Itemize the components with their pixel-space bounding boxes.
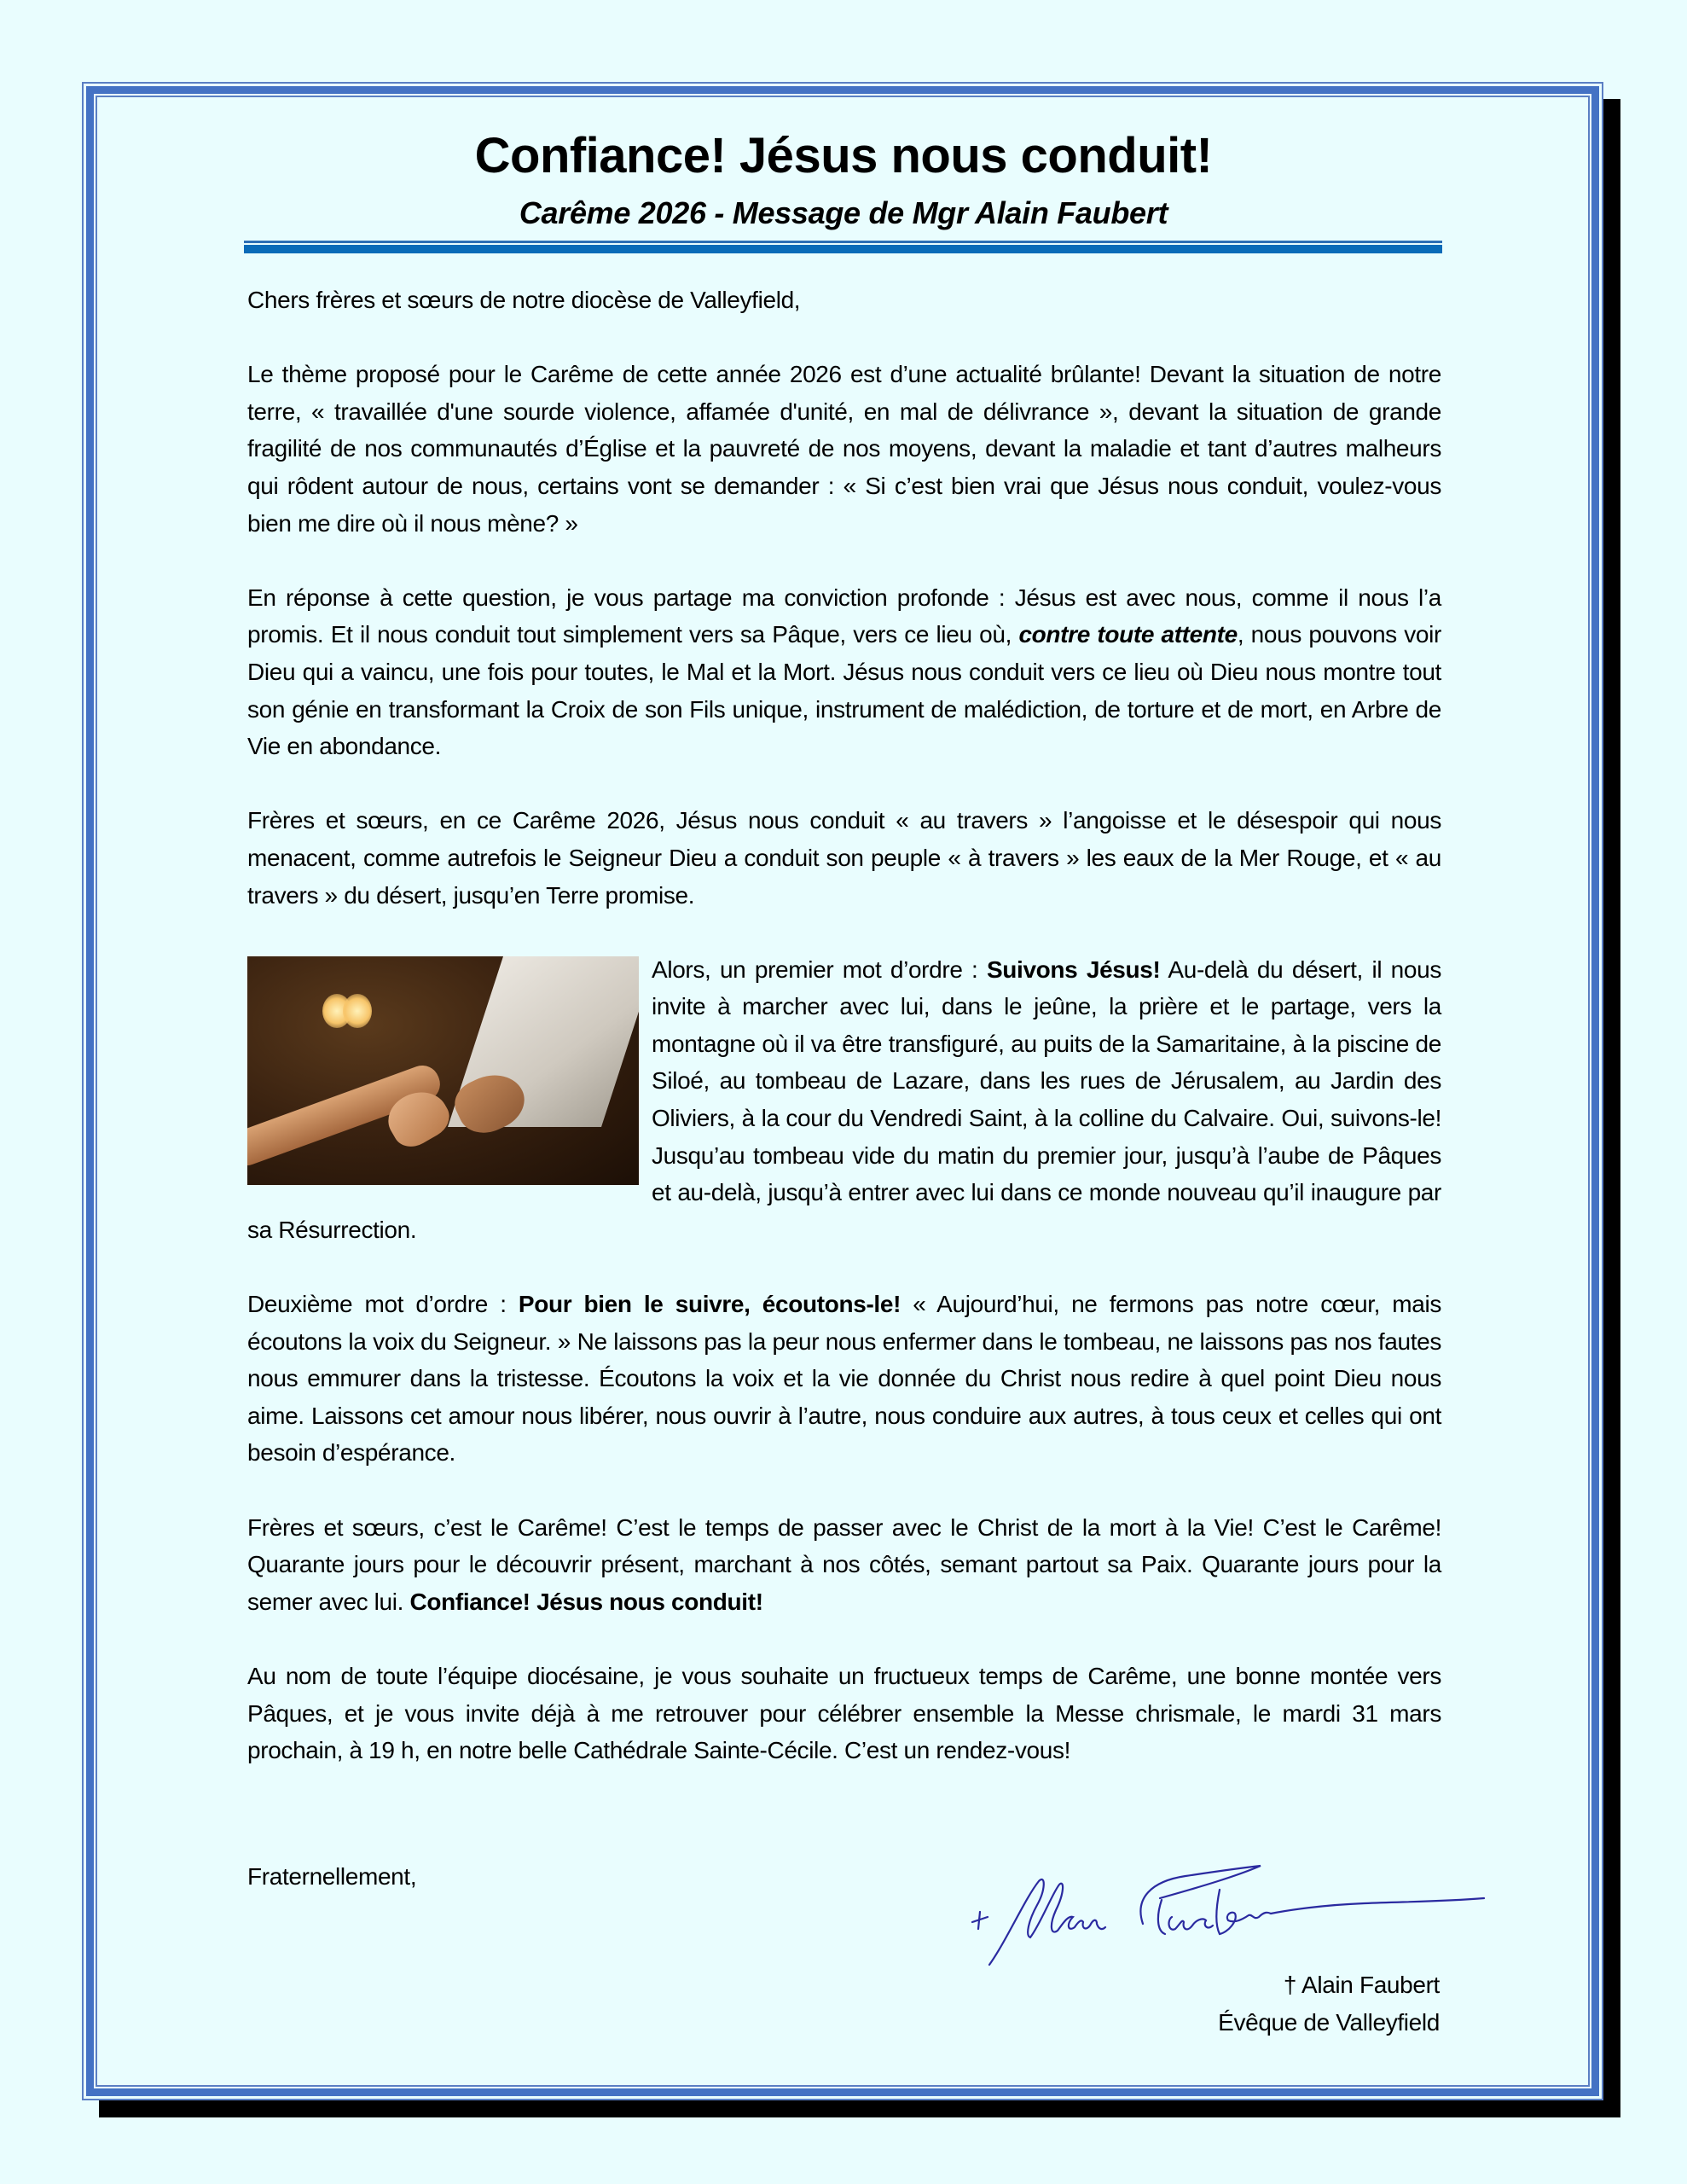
paragraph-6-text: Frères et sœurs, c’est le Carême! C’est le temps de passer avec le Christ de la mort à la Vie! C’est le Carême! Quarante jours pour le découvrir présent, marchant à nos côtés, semant partout sa Paix. Quarante jours pour la semer avec lui. (247, 1513, 1441, 1615)
paragraph-5-text-end: « Aujourd’hui, ne fermons pas notre cœur, mais écoutons la voix du Seigneur. » Ne laissons pas la peur nous enfermer dans le tombeau, ne laissons pas nos fautes nous emmurer dans la tristesse. Écoutons la voix et la vie donnée du Christ nous redire à quel point Dieu nous aime. Laissons cet amour nous libérer, nous ouvrir à l’autre, nous conduire aux autres, à tous ceux et celles qui ont besoin d’espérance. (247, 1291, 1441, 1467)
paragraph-4 (247, 951, 1441, 1249)
header-rule-thin (244, 241, 1442, 243)
paragraph-2-text-end: , nous pouvons voir Dieu qui a vaincu, une fois pour toutes, le Mal et la Mort. Jésus nous conduit vers ce lieu où Dieu nous montre tout son génie en transformant la Croix de son Fils unique, instrument de malédiction, de torture et de mort, en Arbre de Vie en abondance. (247, 621, 1441, 760)
reaching-hands-image (247, 956, 639, 1185)
signature-cross (972, 1912, 988, 1929)
paragraph-2 (247, 579, 1441, 765)
paragraph-3: Frères et sœurs, en ce Carême 2026, Jésus nous conduit « au travers » l’angoisse et le désespoir qui nous menacent, comme autrefois le Seigneur Dieu a conduit son peuple « à travers » les eaux de la Mer Rouge, et « au travers » du désert, jusqu’en Terre promise. (247, 807, 1441, 909)
page-subtitle: Carême 2026 - Message de Mgr Alain Faubert (519, 195, 1168, 230)
paragraph-7: Au nom de toute l’équipe diocésaine, je vous souhaite un fructueux temps de Carême, une bonne montée vers Pâques, et je vous invite déjà à me retrouver pour célébrer ensemble la Messe chrismale, le mardi 31 mars prochain, à 19 h, en notre belle Cathédrale Sainte-Cécile. C’est un rendez-vous! (247, 1662, 1441, 1764)
signatory-title: Évêque de Valleyfield (1218, 2009, 1440, 2036)
signature-last-name (1140, 1866, 1484, 1934)
bokeh-light (343, 994, 372, 1028)
page-title: Confiance! Jésus nous conduit! (474, 128, 1213, 183)
emphasis-contre-toute-attente: contre toute attente (1018, 621, 1238, 648)
paragraph-5 (247, 1286, 1441, 1472)
paragraph-6 (247, 1509, 1441, 1621)
signature-first-name (989, 1879, 1105, 1965)
paragraph-5-text: Deuxième mot d’ordre : (247, 1291, 519, 1318)
emphasis-ecoutons-le: Pour bien le suivre, écoutons-le! (518, 1291, 901, 1318)
closing: Fraternellement, (247, 1863, 417, 1890)
paragraph-4-text-end: Au-delà du désert, il nous invite à marcher avec lui, dans le jeûne, la prière et le partage, vers la montagne où il va être transfiguré, au puits de la Samaritaine, à la piscine de Siloé, au tombeau de Lazare, dans les rues de Jérusalem, au Jardin des Oliviers, à la cour du Vendredi Saint, à la colline du Calvaire. Oui, suivons-le! Jusqu’au tombeau vide du matin du premier jour, jusqu’à l’aube de Pâques et au-delà, jusqu’à entrer avec lui dans ce monde nouveau qu’il inaugure par sa Résurrection. (247, 956, 1441, 1243)
paragraph-4-text: Alors, un premier mot d’ordre : (652, 956, 987, 983)
emphasis-confiance: Confiance! Jésus nous conduit! (409, 1588, 763, 1615)
letter-body (247, 282, 1441, 1806)
signatory-name: † Alain Faubert (1283, 1972, 1440, 1998)
salutation: Chers frères et sœurs de notre diocèse de Valleyfield, (247, 287, 801, 313)
emphasis-suivons-jesus: Suivons Jésus! (986, 956, 1161, 983)
paragraph-1: Le thème proposé pour le Carême de cette année 2026 est d’une actualité brûlante! Devant la situation de notre terre, « travaillée d'une sourde violence, affamée d'unité, en mal de délivrance », devant la situation de grande fragilité de nos communautés d’Église et la pauvreté de nos moyens, devant la maladie et tant d’autres malheurs qui rôdent autour de nous, certains vont se demander : « Si c’est bien vrai que Jésus nous conduit, voulez-vous bien me dire où il nous mène? » (247, 361, 1441, 537)
handwritten-signature (964, 1864, 1510, 1984)
header-rule-thick (244, 245, 1442, 253)
paragraph-2-text: En réponse à cette question, je vous partage ma conviction profonde : Jésus est avec nous, comme il nous l’a promis. Et il nous conduit tout simplement vers sa Pâque, vers ce lieu où, (247, 584, 1441, 648)
